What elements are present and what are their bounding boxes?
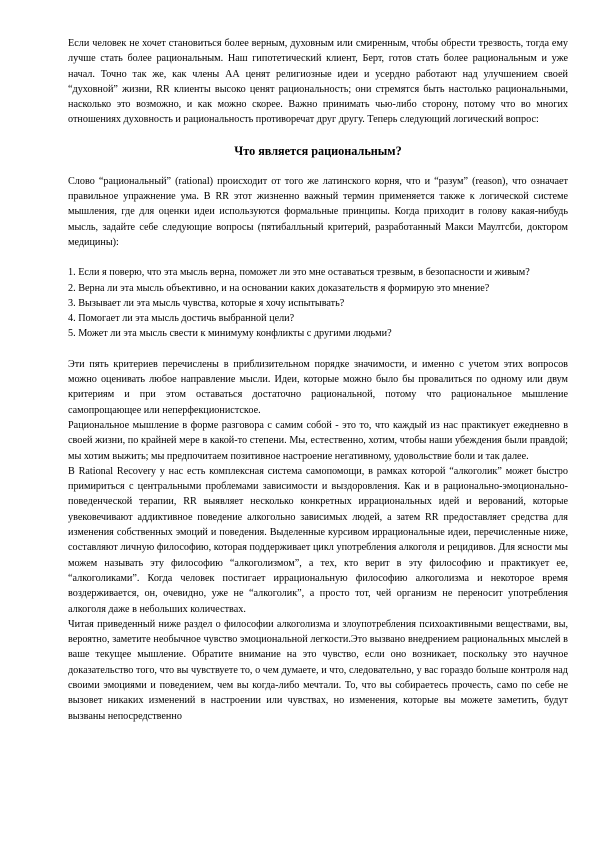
paragraph: Эти пять критериев перечислены в приблизительном порядке значимости, и именно с учетом этих вопросов можно оценивать любое направление мысли. Идеи, которые можно было бы провалиться по одному или двум критериям и при этом оставаться достаточно рациональной, потому что рациональное мышление самопрощающее или неперфекционистское.	[68, 358, 568, 416]
list-item: 2. Верна ли эта мысль объективно, и на основании каких доказательств я формирую это мнение?	[68, 282, 490, 294]
criteria-list	[68, 265, 568, 341]
section-heading: Что является рациональным?	[234, 143, 402, 158]
list-item: 1. Если я поверю, что эта мысль верна, поможет ли это мне оставаться трезвым, в безопасности и живым?	[68, 267, 530, 279]
spacer	[68, 128, 568, 143]
intro-paragraph: Если человек не хочет становиться более верным, духовным или смиренным, чтобы обрести трезвость, тогда ему лучше стать более рациональным. Наш гипотетический клиент, Берт, готов стать более рациональным и уже начал. Точно так же, как члены АА ценят религиозные идеи и усердно работают над улучшением своей “духовной” жизни, RR клиенты высоко ценят рациональность; они стремятся быть настолько рациональными, насколько это возможно, и как можно скорее. Важно принимать чью-либо сторону, потому что во многих отношениях духовность и рациональность противоречат друг другу. Теперь следующий логический вопрос:	[68, 38, 568, 126]
spacer	[68, 159, 568, 174]
paragraph: Рациональное мышление в форме разговора с самим собой - это то, что каждый из нас практикует ежедневно в своей жизни, по крайней мере в какой-то степени. Мы, естественно, хотим, чтобы наши убеждения были правдой; мы хотим выжить; мы предпочитаем позитивное настроение негативному, удовольствие боли и так далее.	[68, 419, 568, 462]
definition-paragraph: Слово “рациональный” (rational) происходит от того же латинского корня, что и “разум” (reason), что означает правильное упражнение ума. В RR этот жизненно важный термин применяется также к логической системе мышления, где для оценки идеи используются формальные принципы. Когда приходит в голову какая-нибудь мысль, задайте себе следующие вопросы (пятибалльный критерий, разработанный Макси Маултсби, доктором медицины):	[68, 175, 568, 248]
list-item: 3. Вызывает ли эта мысль чувства, которые я хочу испытывать?	[68, 297, 345, 309]
closing-paragraphs	[68, 357, 568, 724]
spacer	[68, 342, 568, 357]
spacer	[68, 250, 568, 265]
paragraph: Читая приведенный ниже раздел о философии алкоголизма и злоупотребления психоактивными веществами, вы, вероятно, заметите необычное чувство эмоциональной легкости.Это вызвано внедрением рациональных мыслей в ваше текущее мышление. Обратите внимание на это чувство, если оно возникает, поскольку это научное доказательство того, что вы чувствуете то, о чем думаете, и что, следовательно, у вас гораздо больше контроля над своими эмоциями и поведением, чем вы когда-либо мечтали. То, что вы собираетесь прочесть, само по себе не вызовет никаких изменений в настроении или чувствах, но изменения, которые вы можете заметить, будут вызваны непосредственно	[68, 618, 568, 722]
list-item: 5. Может ли эта мысль свести к минимуму конфликты с другими людьми?	[68, 328, 392, 340]
paragraph: В Rational Recovery у нас есть комплексная система самопомощи, в рамках которой “алкоголик” может быстро примириться с центральными проблемами зависимости и выздоровления. Как и в рационально-эмоционально-поведенческой терапии, RR выявляет несколько конкретных иррациональных идей и верований, которые увековечивают аддиктивное поведение алкогольно зависимых людей, а затем RR предоставляет средства для изменения собственных эмоций и поведения. Выделенные курсивом иррациональные идеи, перечисленные ниже, составляют личную философию, которая поддерживает цикл употребления алкоголя и рецидивов. Для ясности мы можем называть эту философию “алкоголизмом”, а тех, кто верит в эту философию и практикует ее, “алкоголиками”. Когда человек постигает иррациональную философию алкоголизма и некоторое время воздерживается, он, очевидно, уже не “алкоголик”, а просто тот, чей организм не переносит употребления алкоголя даже в небольших количествах.	[68, 465, 568, 615]
list-item: 4. Помогает ли эта мысль достичь выбранной цели?	[68, 313, 295, 325]
